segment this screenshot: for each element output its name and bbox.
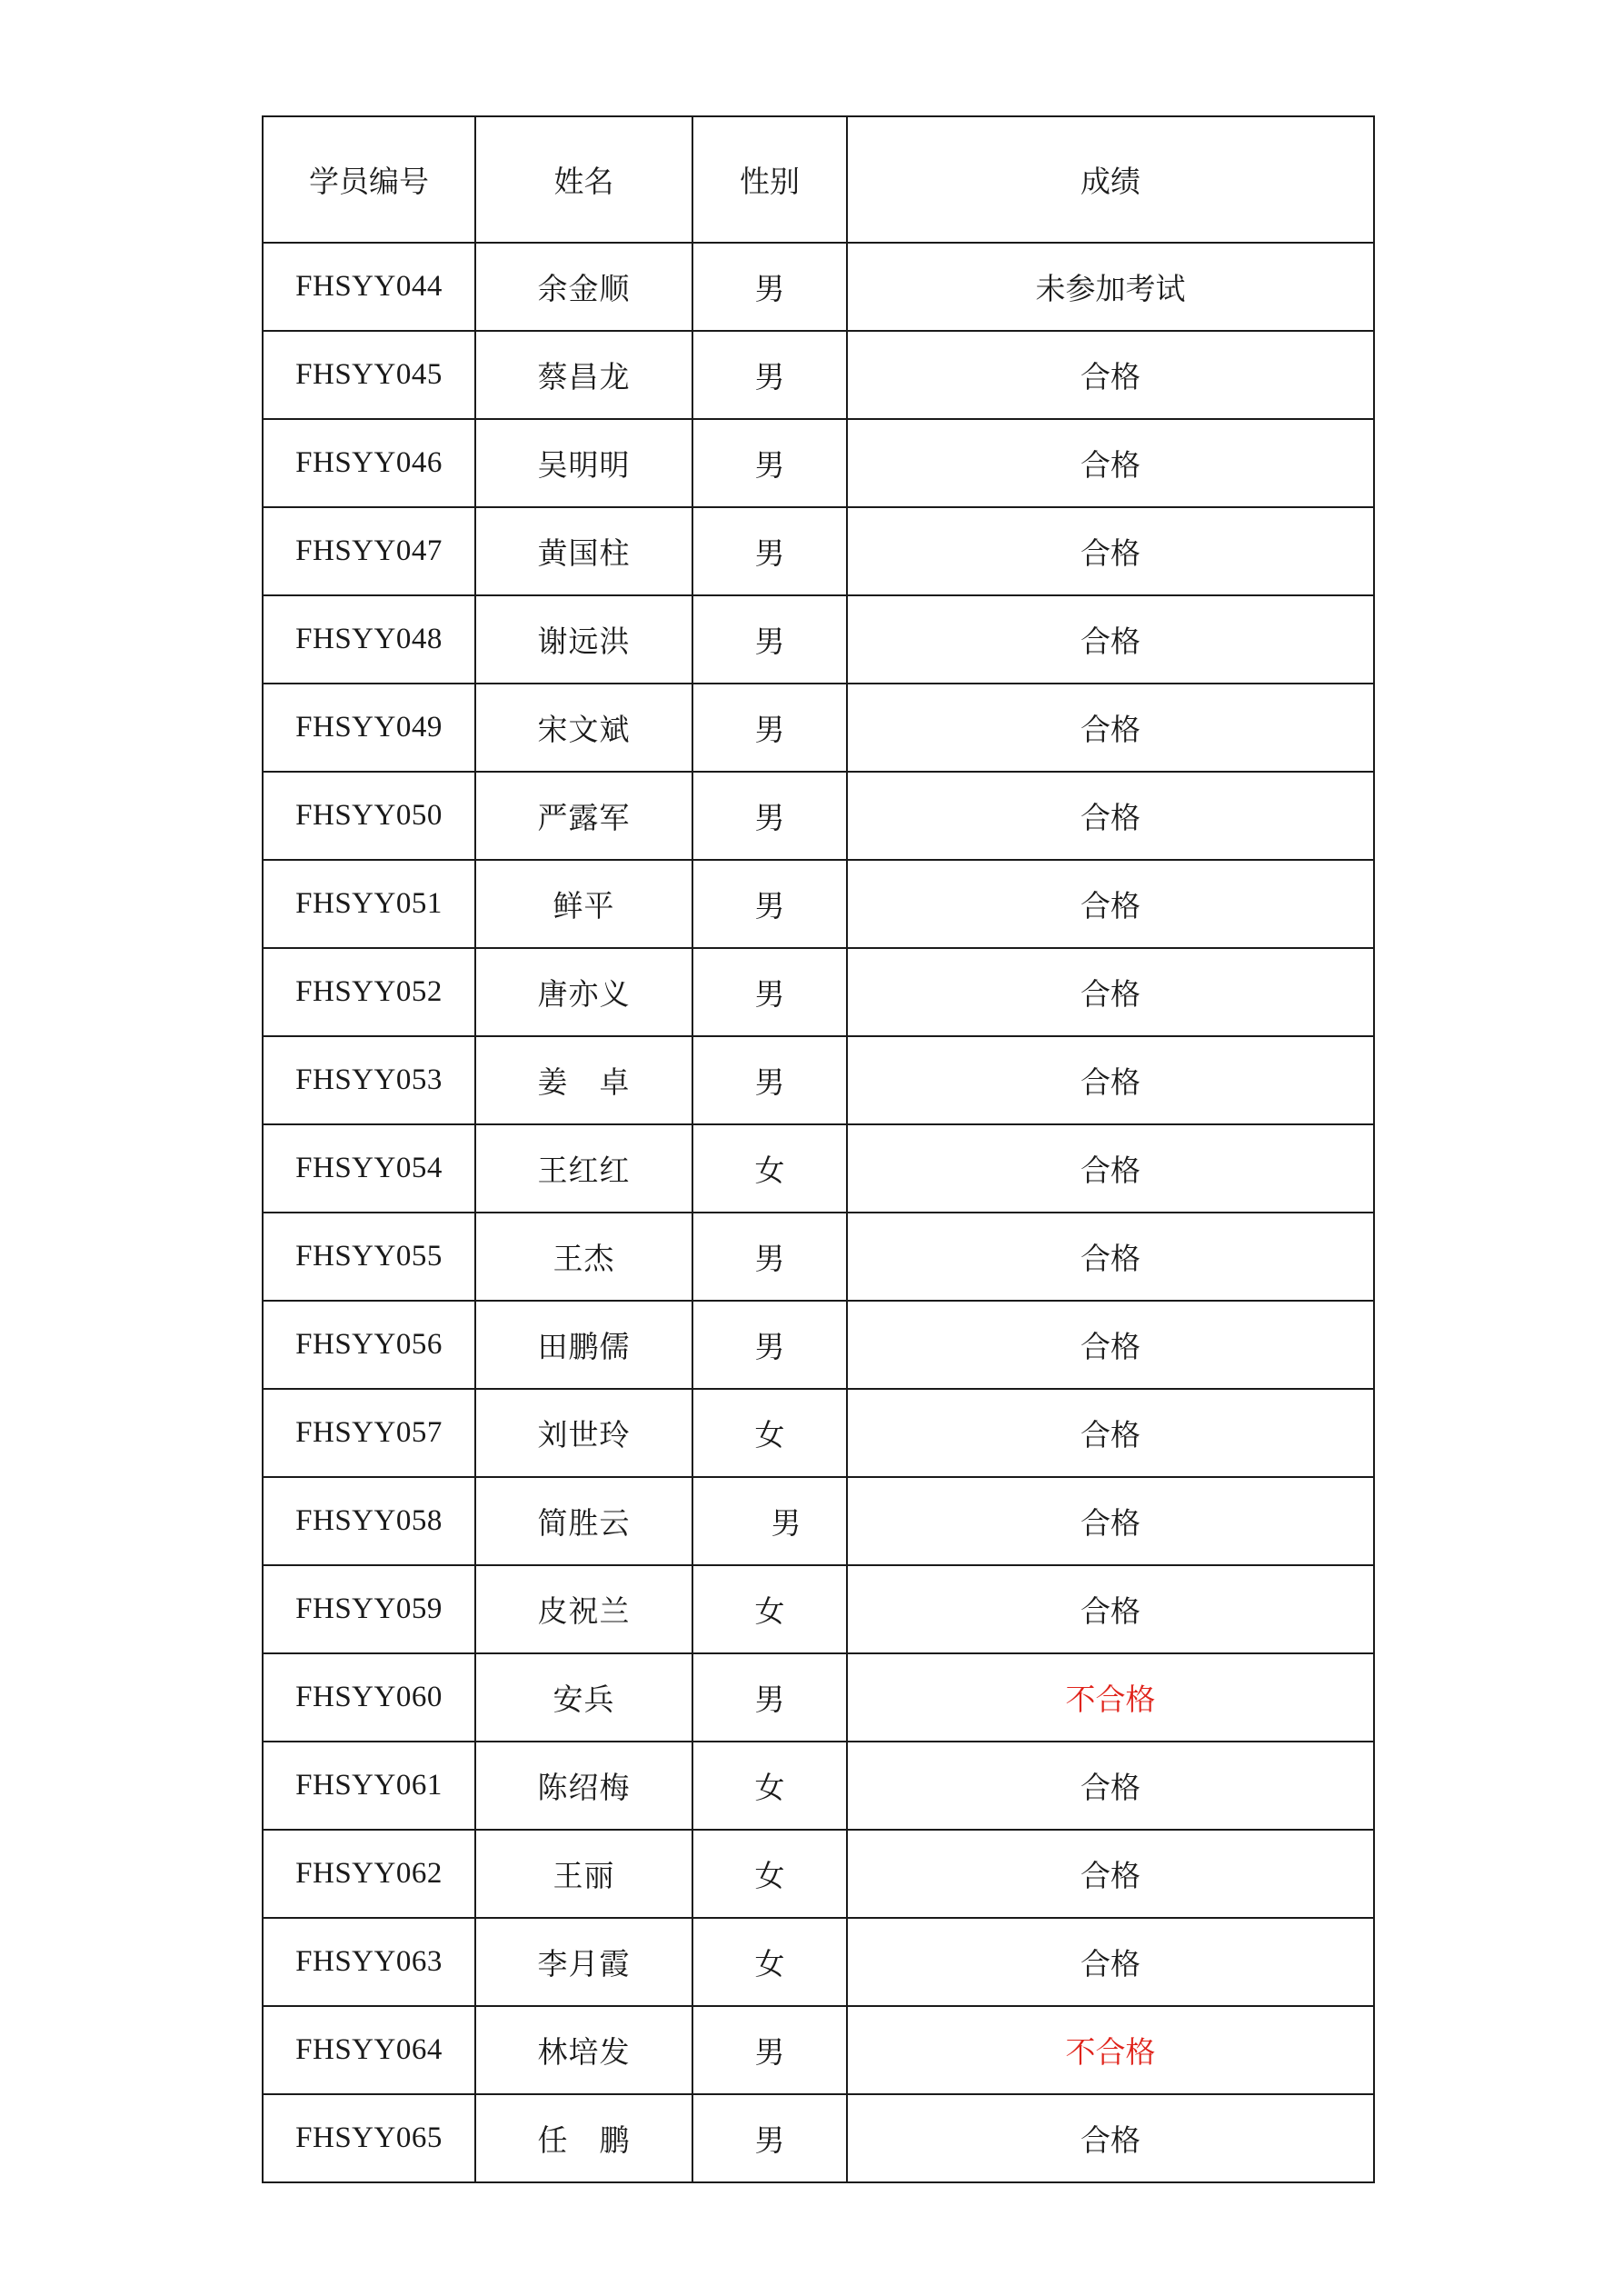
student-gender-cell: [692, 1301, 847, 1389]
student-result-cell: 合格: [847, 419, 1374, 507]
student-gender-label: 女: [754, 1770, 785, 1805]
student-result-cell: 合格: [847, 860, 1374, 948]
student-gender-cell: [692, 1036, 847, 1124]
student-id-cell: FHSYY062: [263, 1830, 475, 1918]
student-name-cell: 任 鹏: [475, 2094, 692, 2182]
student-gender-cell: [692, 1477, 847, 1565]
student-gender-cell: [692, 1565, 847, 1653]
student-gender-label: 男: [754, 1329, 785, 1364]
table-row: [263, 507, 1374, 595]
student-gender-label: 男: [754, 2122, 785, 2158]
student-gender-cell: [692, 2006, 847, 2094]
student-name-cell: 安兵: [475, 1653, 692, 1742]
student-name-cell: 姜 卓: [475, 1036, 692, 1124]
student-id-cell: FHSYY052: [263, 948, 475, 1036]
student-gender-cell: [692, 243, 847, 331]
student-gender-cell: [692, 948, 847, 1036]
table-row: [263, 1565, 1374, 1653]
student-id-cell: FHSYY046: [263, 419, 475, 507]
student-gender-cell: [692, 1653, 847, 1742]
table-row: [263, 1830, 1374, 1918]
student-result-cell: 合格: [847, 1918, 1374, 2006]
table-row: [263, 948, 1374, 1036]
table-row: [263, 419, 1374, 507]
student-result-cell: 不合格: [847, 2006, 1374, 2094]
student-result-cell: 合格: [847, 507, 1374, 595]
student-name-cell: 王丽: [475, 1830, 692, 1918]
student-gender-label: 男: [754, 624, 785, 659]
student-gender-label: 男: [754, 800, 785, 835]
student-gender-cell: [692, 331, 847, 419]
student-result-cell: 合格: [847, 331, 1374, 419]
student-gender-cell: [692, 1389, 847, 1477]
student-result-cell: 未参加考试: [847, 243, 1374, 331]
student-name-cell: 刘世玲: [475, 1389, 692, 1477]
student-gender-label: 男: [754, 447, 785, 483]
table-row: [263, 331, 1374, 419]
student-name-cell: 王红红: [475, 1124, 692, 1213]
student-name-cell: 唐亦义: [475, 948, 692, 1036]
student-id-cell: FHSYY058: [263, 1477, 475, 1565]
student-gender-cell: [692, 507, 847, 595]
student-name-cell: 黄国柱: [475, 507, 692, 595]
student-name-cell: 严露军: [475, 772, 692, 860]
header-result: 成绩: [847, 116, 1374, 243]
student-result-cell: 合格: [847, 772, 1374, 860]
student-gender-cell: [692, 684, 847, 772]
student-result-cell: 合格: [847, 1036, 1374, 1124]
student-id-cell: FHSYY055: [263, 1213, 475, 1301]
table-row: [263, 1036, 1374, 1124]
student-result-cell: 合格: [847, 684, 1374, 772]
student-id-cell: FHSYY050: [263, 772, 475, 860]
table-row: [263, 1742, 1374, 1830]
table-row: [263, 1477, 1374, 1565]
student-gender-label: 女: [754, 1858, 785, 1893]
student-name-cell: 皮祝兰: [475, 1565, 692, 1653]
student-gender-cell: [692, 1830, 847, 1918]
student-id-cell: FHSYY064: [263, 2006, 475, 2094]
student-gender-cell: [692, 1918, 847, 2006]
student-id-cell: FHSYY059: [263, 1565, 475, 1653]
student-result-cell: 合格: [847, 1213, 1374, 1301]
student-gender-cell: [692, 772, 847, 860]
table-row: [263, 2094, 1374, 2182]
student-id-cell: FHSYY051: [263, 860, 475, 948]
student-gender-label: 男: [754, 976, 785, 1012]
student-name-cell: 蔡昌龙: [475, 331, 692, 419]
student-gender-label: 男: [754, 271, 785, 306]
student-name-cell: 余金顺: [475, 243, 692, 331]
student-result-cell: 不合格: [847, 1653, 1374, 1742]
student-gender-label: 男: [754, 2034, 785, 2070]
student-result-cell: 合格: [847, 1830, 1374, 1918]
student-result-cell: 合格: [847, 1124, 1374, 1213]
table-body: [263, 243, 1374, 2182]
student-name-cell: 吴明明: [475, 419, 692, 507]
student-name-cell: 宋文斌: [475, 684, 692, 772]
student-gender-label: 男: [754, 712, 785, 747]
student-result-cell: 合格: [847, 1565, 1374, 1653]
student-id-cell: FHSYY061: [263, 1742, 475, 1830]
student-id-cell: FHSYY060: [263, 1653, 475, 1742]
student-result-cell: 合格: [847, 1389, 1374, 1477]
student-result-cell: 合格: [847, 948, 1374, 1036]
student-result-cell: 合格: [847, 1742, 1374, 1830]
student-gender-label: 女: [754, 1946, 785, 1982]
table-row: [263, 1389, 1374, 1477]
table-row: [263, 595, 1374, 684]
student-name-cell: 田鹏儒: [475, 1301, 692, 1389]
student-id-cell: FHSYY056: [263, 1301, 475, 1389]
table-row: [263, 1213, 1374, 1301]
header-gender: 性别: [692, 116, 847, 243]
student-gender-cell: [692, 1213, 847, 1301]
table-header: [263, 116, 1374, 243]
student-result-cell: 合格: [847, 595, 1374, 684]
student-gender-label: 女: [754, 1417, 785, 1452]
student-gender-cell: [692, 1124, 847, 1213]
student-gender-cell: [692, 1742, 847, 1830]
table-row: [263, 684, 1374, 772]
student-id-cell: FHSYY049: [263, 684, 475, 772]
student-id-cell: FHSYY063: [263, 1918, 475, 2006]
student-id-cell: FHSYY053: [263, 1036, 475, 1124]
student-id-cell: FHSYY065: [263, 2094, 475, 2182]
table-row: [263, 1653, 1374, 1742]
student-gender-label: 男: [771, 1505, 802, 1541]
table-row: [263, 243, 1374, 331]
student-gender-cell: [692, 419, 847, 507]
table-row: [263, 1918, 1374, 2006]
student-gender-label: 男: [754, 359, 785, 394]
header-name: 姓名: [475, 116, 692, 243]
student-id-cell: FHSYY044: [263, 243, 475, 331]
student-gender-label: 男: [754, 1682, 785, 1717]
student-result-cell: 合格: [847, 1477, 1374, 1565]
student-gender-label: 男: [754, 888, 785, 923]
table-row: [263, 860, 1374, 948]
table-row: [263, 772, 1374, 860]
table-row: [263, 2006, 1374, 2094]
student-name-cell: 谢远洪: [475, 595, 692, 684]
student-id-cell: FHSYY047: [263, 507, 475, 595]
student-name-cell: 林培发: [475, 2006, 692, 2094]
student-gender-label: 男: [754, 535, 785, 571]
student-name-cell: 王杰: [475, 1213, 692, 1301]
student-gender-label: 男: [754, 1241, 785, 1276]
student-gender-cell: [692, 2094, 847, 2182]
student-name-cell: 鲜平: [475, 860, 692, 948]
table-row: [263, 1301, 1374, 1389]
student-gender-label: 女: [754, 1593, 785, 1629]
student-result-cell: 合格: [847, 1301, 1374, 1389]
student-gender-label: 男: [754, 1064, 785, 1100]
header-student-id: 学员编号: [263, 116, 475, 243]
student-name-cell: 李月霞: [475, 1918, 692, 2006]
student-id-cell: FHSYY045: [263, 331, 475, 419]
student-id-cell: FHSYY057: [263, 1389, 475, 1477]
student-gender-label: 女: [754, 1153, 785, 1188]
student-gender-cell: [692, 860, 847, 948]
student-gender-cell: [692, 595, 847, 684]
student-name-cell: 陈绍梅: [475, 1742, 692, 1830]
student-name-cell: 简胜云: [475, 1477, 692, 1565]
header-row: [263, 116, 1374, 243]
student-id-cell: FHSYY048: [263, 595, 475, 684]
student-results-table: [262, 115, 1375, 2183]
table-row: [263, 1124, 1374, 1213]
student-result-cell: 合格: [847, 2094, 1374, 2182]
student-id-cell: FHSYY054: [263, 1124, 475, 1213]
